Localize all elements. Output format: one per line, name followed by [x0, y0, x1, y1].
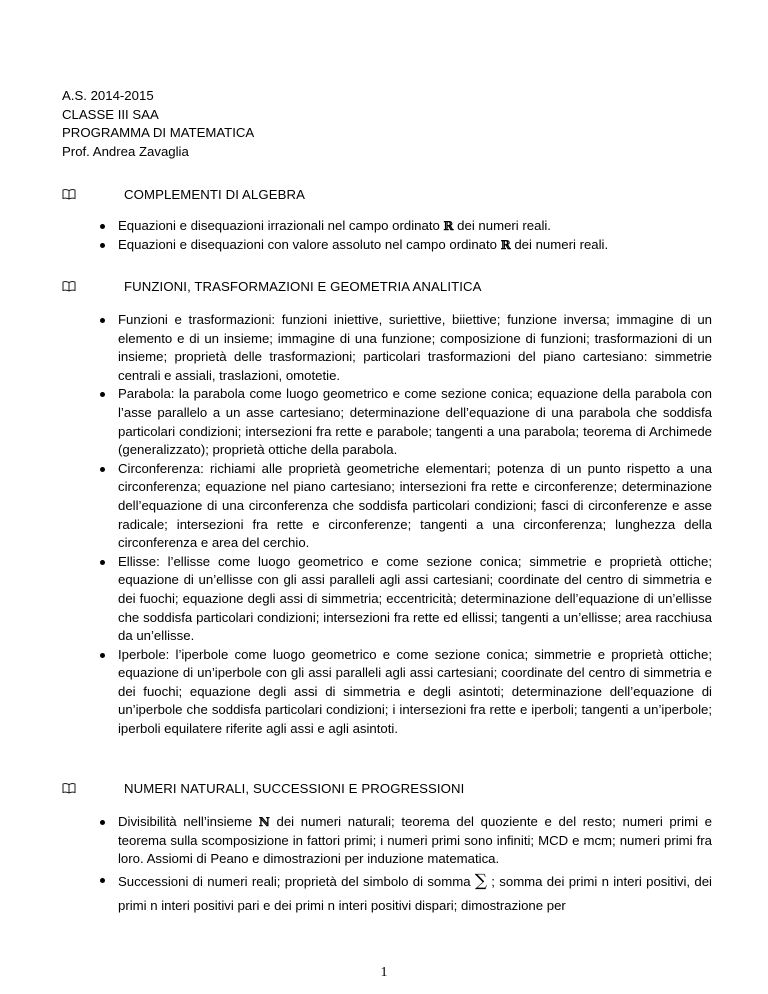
book-icon: [62, 280, 76, 292]
list-item: Divisibilità nell’insieme ℕ dei numeri naturali; teorema del quoziente e del resto; numeri primi e teorema sulla scomposizione in fattori primi; i numeri primi sono infiniti; MCD e mcm; numeri primi fra loro. Assiomi di Peano e dimostrazioni per induzione matematica.: [62, 813, 712, 869]
sum-symbol: ∑: [474, 870, 487, 891]
natural-numbers-symbol: ℕ: [258, 815, 270, 829]
section-title: FUNZIONI, TRASFORMAZIONI E GEOMETRIA ANALITICA: [62, 276, 712, 296]
list-item: Successioni di numeri reali; proprietà del simbolo di somma ∑ ; somma dei primi n interi positivi, dei primi n interi positivi pari e dei primi n interi positivi dispari; dimostrazione per: [62, 869, 712, 918]
class-name: CLASSE III SAA: [62, 106, 159, 122]
list-item: Equazioni e disequazioni con valore assoluto nel campo ordinato ℝ dei numeri reali.: [62, 236, 712, 255]
list-item: Ellisse: l’ellisse come luogo geometrico e come sezione conica; simmetrie e proprietà ottiche; equazione di un’ellisse con gli assi paralleli agli assi cartesiani; coordinate del centro di simmetria e dei fuochi; equazione degli assi di simmetria; eccentricità; determinazione dell’equazione di un’ellisse che soddisfa particolari condizioni; intersezioni fra rette ed ellissi; tangenti a un’ellisse; area racchiusa da un’ellisse.: [62, 553, 712, 646]
program-title: PROGRAMMA DI MATEMATICA: [62, 125, 255, 140]
list-item: Parabola: la parabola come luogo geometrico e come sezione conica; equazione della parabola con l’asse parallelo a un asse cartesiano; determinazione dell’equazione di una parabola che soddisfa particolari condizioni; intersezioni fra rette e parabole; tangenti a una parabola; teorema di Archimede (generalizzato); proprietà ottiche della parabola.: [62, 385, 712, 459]
section-algebra: [62, 184, 712, 254]
teacher-name: Prof. Andrea Zavaglia: [62, 143, 189, 159]
book-icon: [62, 188, 76, 200]
section-numbers: [62, 778, 712, 918]
section-title: COMPLEMENTI DI ALGEBRA: [62, 184, 712, 204]
page-number: 1: [380, 965, 388, 980]
section-functions: [62, 276, 712, 739]
real-numbers-symbol: ℝ: [443, 219, 454, 233]
list-item: Iperbole: l’iperbole come luogo geometrico e come sezione conica; simmetrie e proprietà ottiche; equazione di un’iperbole con gli assi paralleli agli assi cartesiani; coordinate del centro di simmetria e dei fuochi; equazione degli assi di simmetria e degli asintoti; determinazione dell’equazione di un’iperbole che soddisfa particolari condizioni; i intersezioni fra rette e iperboli; tangenti a un’iperbole; iperboli equilatere riferite agli assi e agli asintoti.: [62, 646, 712, 739]
school-year: A.S. 2014-2015: [62, 88, 154, 103]
list-item: Equazioni e disequazioni irrazionali nel campo ordinato ℝ dei numeri reali.: [62, 217, 712, 236]
real-numbers-symbol: ℝ: [500, 237, 511, 252]
book-icon: [62, 782, 76, 794]
list-item: Funzioni e trasformazioni: funzioni iniettive, suriettive, biiettive; funzione inversa; immagine di un elemento e di un insieme; immagine di una funzione; composizione di funzioni; trasformazioni di un insieme; proprietà delle trasformazioni; particolari trasformazioni del piano cartesiano: simmetrie centrali e assiali, traslazioni, omotetie.: [62, 311, 712, 385]
list-item: Circonferenza: richiami alle proprietà geometriche elementari; potenza di un punto rispetto a una circonferenza; equazione nel piano cartesiano; intersezioni fra rette e circonferenze; determinazione dell’equazione di una circonferenza che soddisfa particolari condizioni; fasci di circonferenze e asse radicale; intersezioni fra rette e circonferenze; tangenti a una circonferenza; lunghezza della circonferenza e area del cerchio.: [62, 460, 712, 553]
document-header: [62, 87, 254, 161]
section-title: NUMERI NATURALI, SUCCESSIONI E PROGRESSIONI: [62, 778, 712, 798]
